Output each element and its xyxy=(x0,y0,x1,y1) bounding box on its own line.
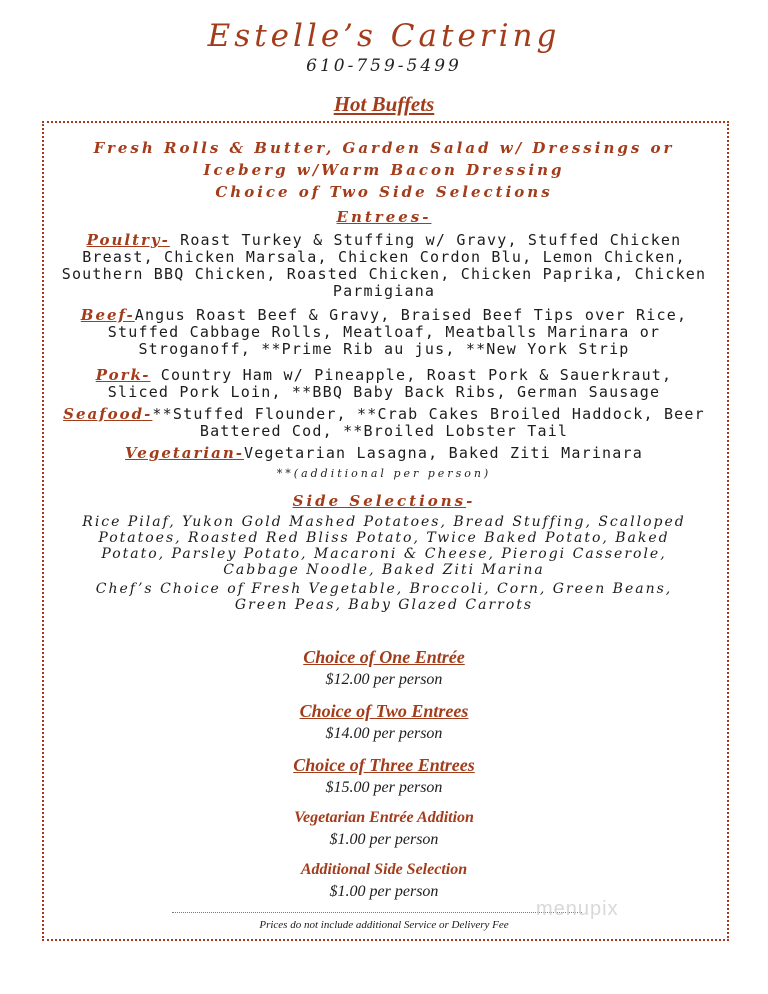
intro-line-3: Choice of Two Side Selections xyxy=(215,183,553,201)
vegetarian-section xyxy=(60,445,708,462)
price-option-title: Additional Side Selection xyxy=(300,861,468,878)
footer-divider xyxy=(172,912,582,913)
side-selections-potatoes: Rice Pilaf, Yukon Gold Mashed Potatoes, Bread Stuffing, Scalloped Potatoes, Roasted Red Bliss Potato, Twice Baked Potato, Baked Potato, Parsley Potato, Macaroni & Cheese, Pierogi Casserole, Cabbage Noodle, Baked Ziti Marina xyxy=(82,514,686,578)
pork-items: Country Ham w/ Pineapple, Roast Pork & Sauerkraut, Sliced Pork Loin, **BBQ Baby Back Ribs, German Sausage xyxy=(107,366,673,401)
side-selections-heading-text: Side Selections xyxy=(292,492,467,510)
intro-line-2: Iceberg w/Warm Bacon Dressing xyxy=(203,161,565,179)
side-selections-heading xyxy=(0,492,768,510)
seafood-items: **Stuffed Flounder, **Crab Cakes Broiled Haddock, Beer Battered Cod, **Broiled Lobster Tail xyxy=(152,405,705,440)
side-selections-vegetables: Chef’s Choice of Fresh Vegetable, Broccoli, Corn, Green Beans, Green Peas, Baby Glazed Carrots xyxy=(95,581,673,613)
poultry-section xyxy=(60,232,708,300)
price-option-value: $1.00 per person xyxy=(329,831,439,848)
poultry-items: Roast Turkey & Stuffing w/ Gravy, Stuffed Chicken Breast, Chicken Marsala, Chicken Cordon Blu, Lemon Chicken, Southern BBQ Chicken, Roasted Chicken, Chicken Paprika, Chicken Parmigiana xyxy=(61,231,707,300)
additional-cost-note: **(additional per person) xyxy=(276,467,492,480)
beef-items: Angus Roast Beef & Gravy, Braised Beef Tips over Rice, Stuffed Cabbage Rolls, Meatloaf, Meatballs Marinara or Stroganoff, **Prime Rib au jus, **New York Strip xyxy=(107,306,688,358)
pork-section xyxy=(60,367,708,401)
seafood-section xyxy=(60,406,708,440)
watermark-logo: menupix xyxy=(536,898,619,920)
seafood-label: Seafood- xyxy=(63,405,153,423)
section-title: Hot Buffets xyxy=(333,92,435,116)
poultry-label: Poultry- xyxy=(86,231,170,249)
pork-label: Pork- xyxy=(95,366,151,384)
price-option-value: $1.00 per person xyxy=(329,883,439,900)
beef-section xyxy=(60,307,708,358)
vegetarian-label: Vegetarian- xyxy=(125,444,244,462)
price-option-title: Vegetarian Entrée Addition xyxy=(294,809,474,826)
price-option-value: $12.00 per person xyxy=(325,671,443,688)
price-option-title: Choice of One Entrée xyxy=(303,647,465,667)
side-selections-heading-suffix: - xyxy=(466,492,476,510)
business-name: Estelle’s Catering xyxy=(207,18,561,54)
entrees-heading: Entrees- xyxy=(336,208,432,226)
price-option-value: $15.00 per person xyxy=(325,779,443,796)
phone-number: 610-759-5499 xyxy=(306,56,462,76)
intro-line-1: Fresh Rolls & Butter, Garden Salad w/ Dressings or xyxy=(93,139,675,157)
footer-note: Prices do not include additional Service or Delivery Fee xyxy=(259,919,509,931)
price-option-title: Choice of Three Entrees xyxy=(293,755,475,775)
vegetarian-items: Vegetarian Lasagna, Baked Ziti Marinara xyxy=(243,444,643,462)
price-option-title: Choice of Two Entrees xyxy=(299,701,469,721)
beef-label: Beef- xyxy=(80,306,135,324)
price-option-value: $14.00 per person xyxy=(325,725,443,742)
